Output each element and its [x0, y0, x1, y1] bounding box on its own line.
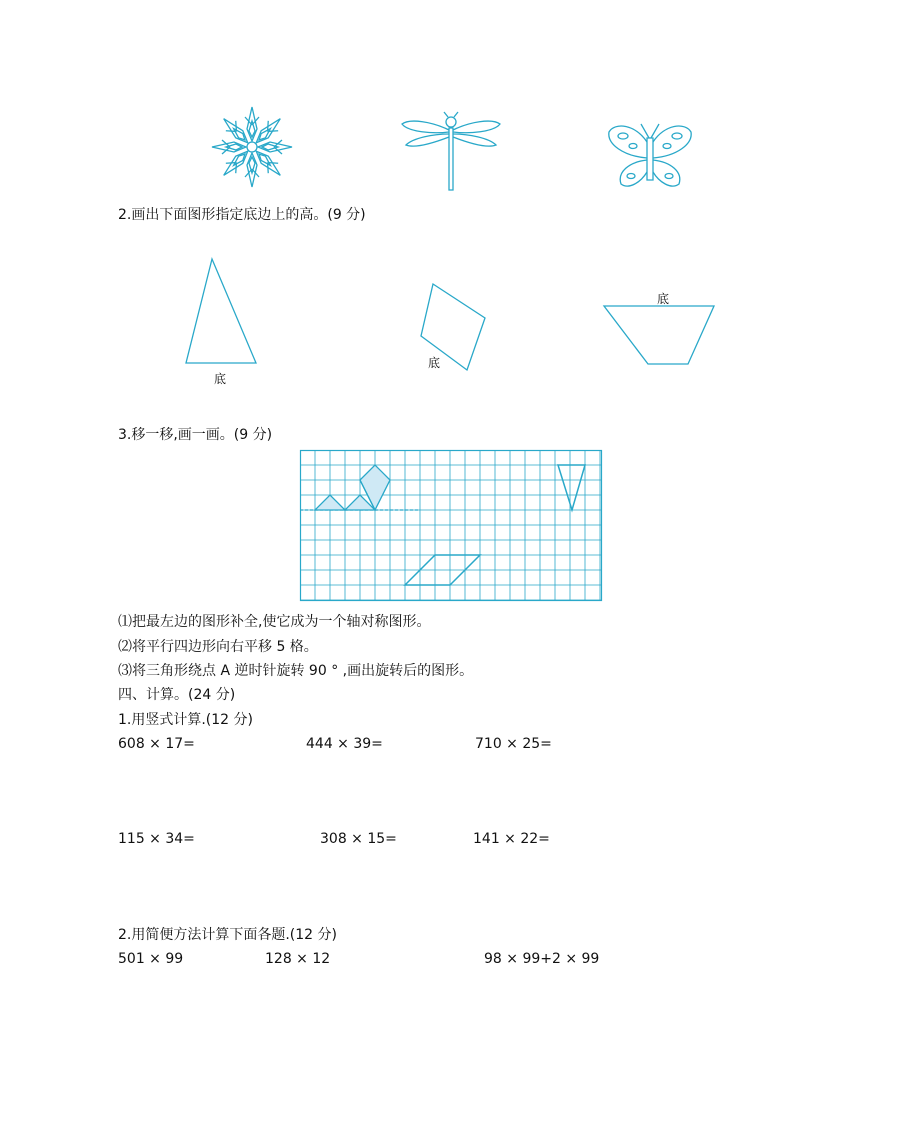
q3-instruction-2: ⑵将平行四边形向右平移 5 格。 — [118, 639, 318, 655]
calc1-item-4: 115 × 34= — [118, 831, 195, 847]
q3-instruction-3: ⑶将三角形绕点 A 逆时针旋转 90 ° ,画出旋转后的图形。 — [118, 663, 474, 679]
calc1-item-2: 444 × 39= — [306, 736, 383, 752]
butterfly-figure — [605, 122, 695, 192]
triangle-base-label: 底 — [214, 372, 227, 386]
dragonfly-figure — [398, 112, 504, 194]
trapezoid-figure[interactable] — [600, 300, 718, 368]
calc2-item-2: 128 × 12 — [265, 951, 331, 967]
calc1-title: 1.用竖式计算.(12 分) — [118, 712, 253, 728]
parallelogram-figure[interactable] — [415, 280, 490, 375]
calc1-item-1: 608 × 17= — [118, 736, 195, 752]
triangle-figure[interactable] — [180, 255, 265, 370]
calc1-item-6: 141 × 22= — [473, 831, 550, 847]
q3-title: 3.移一移,画一画。(9 分) — [118, 427, 273, 443]
snowflake-figure — [205, 100, 300, 195]
calc1-item-3: 710 × 25= — [475, 736, 552, 752]
calc2-title: 2.用简便方法计算下面各题.(12 分) — [118, 927, 337, 943]
parallelogram-base-label: 底 — [428, 356, 441, 370]
calc2-item-3: 98 × 99+2 × 99 — [484, 951, 600, 967]
trapezoid-base-label: 底 — [657, 292, 670, 306]
square-grid[interactable] — [300, 450, 602, 601]
section4-title: 四、计算。(24 分) — [118, 687, 236, 703]
q3-instruction-1: ⑴把最左边的图形补全,使它成为一个轴对称图形。 — [118, 614, 431, 630]
calc2-item-1: 501 × 99 — [118, 951, 184, 967]
calc1-item-5: 308 × 15= — [320, 831, 397, 847]
q2-title: 2.画出下面图形指定底边上的高。(9 分) — [118, 207, 366, 223]
